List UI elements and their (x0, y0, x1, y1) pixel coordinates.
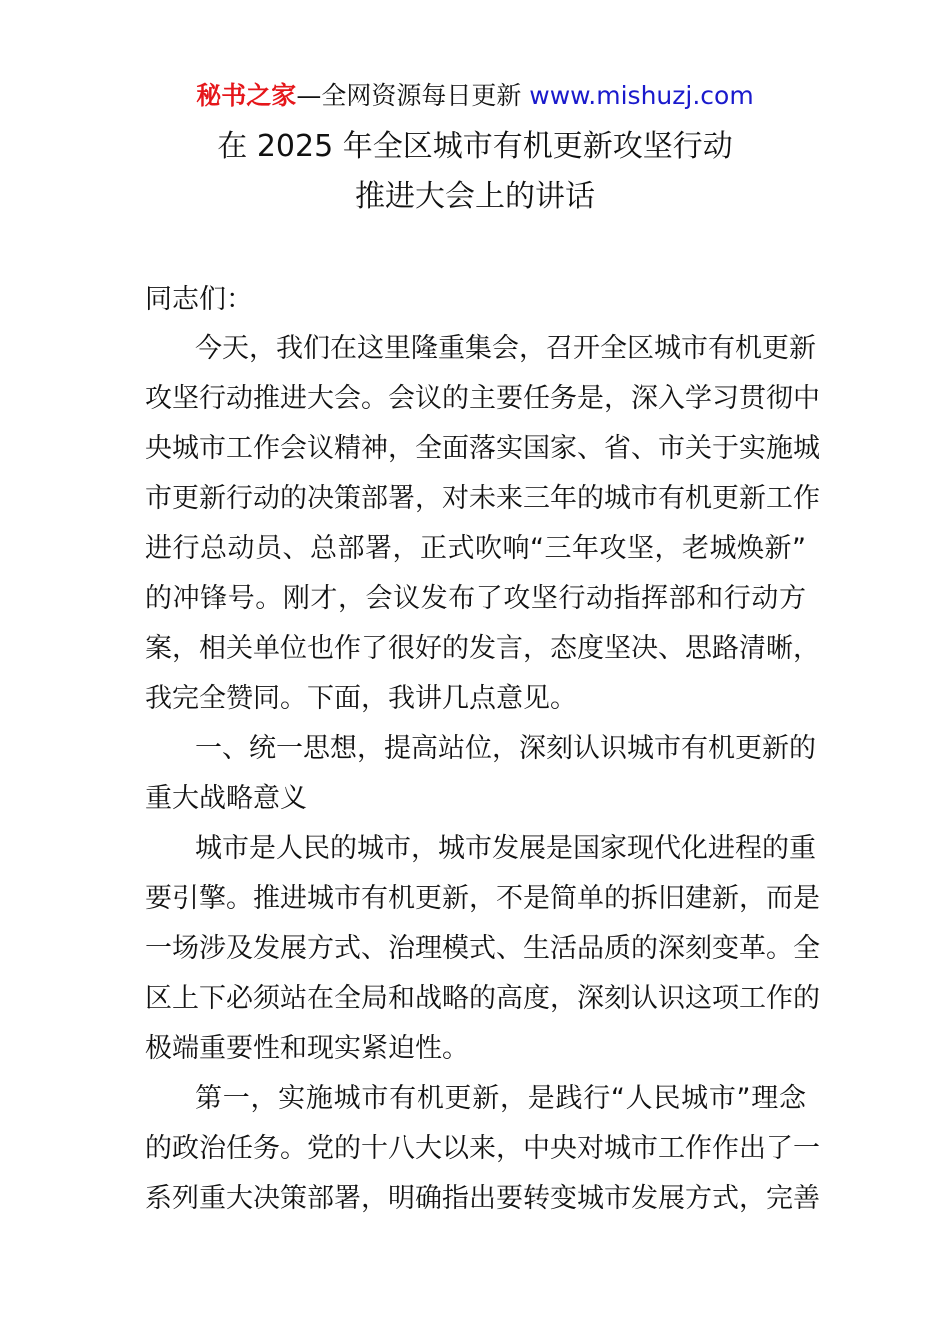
section-heading: 一、统一思想，提高站位，深刻认识城市有机更新的 (195, 733, 816, 764)
paragraph-line: 央城市工作会议精神，全面落实国家、省、市关于实施城 (145, 433, 820, 464)
document-title-line-2: 推进大会上的讲话 (355, 179, 595, 214)
paragraph-line: 进行总动员、总部署，正式吹响“三年攻坚，老城焕新” (145, 533, 806, 564)
paragraph-line: 案，相关单位也作了很好的发言，态度坚决、思路清晰， (145, 633, 820, 664)
document-title-line-1: 在 2025 年全区城市有机更新攻坚行动 (217, 129, 733, 164)
paragraph-line: 城市是人民的城市，城市发展是国家现代化进程的重 (195, 833, 816, 864)
paragraph-line: 的政治任务。党的十八大以来，中央对城市工作作出了一 (145, 1133, 820, 1164)
paragraph-line: 攻坚行动推进大会。会议的主要任务是，深入学习贯彻中 (145, 383, 820, 414)
header-tagline: —全网资源每日更新 (296, 81, 530, 110)
brand-name: 秘书之家 (196, 81, 297, 110)
paragraph-line: 市更新行动的决策部署，对未来三年的城市有机更新工作 (145, 483, 820, 514)
paragraph-line: 一场涉及发展方式、治理模式、生活品质的深刻变革。全 (145, 933, 820, 964)
paragraph-line: 的冲锋号。刚才，会议发布了攻坚行动指挥部和行动方 (145, 583, 806, 614)
paragraph-line: 第一，实施城市有机更新，是践行“人民城市”理念 (195, 1083, 806, 1114)
paragraph-line: 极端重要性和现实紧迫性。 (145, 1033, 469, 1064)
paragraph-line: 我完全赞同。下面，我讲几点意见。 (145, 683, 577, 714)
site-url-link[interactable]: www.mishuzj.com (529, 81, 754, 110)
section-heading: 重大战略意义 (145, 783, 307, 814)
paragraph-line: 系列重大决策部署，明确指出要转变城市发展方式，完善 (145, 1183, 820, 1214)
salutation: 同志们： (145, 284, 253, 315)
paragraph-line: 区上下必须站在全局和战略的高度，深刻认识这项工作的 (145, 983, 820, 1014)
site-header (0, 80, 950, 112)
paragraph-line: 要引擎。推进城市有机更新，不是简单的拆旧建新，而是 (145, 883, 820, 914)
paragraph-line: 今天，我们在这里隆重集会，召开全区城市有机更新 (195, 333, 816, 364)
